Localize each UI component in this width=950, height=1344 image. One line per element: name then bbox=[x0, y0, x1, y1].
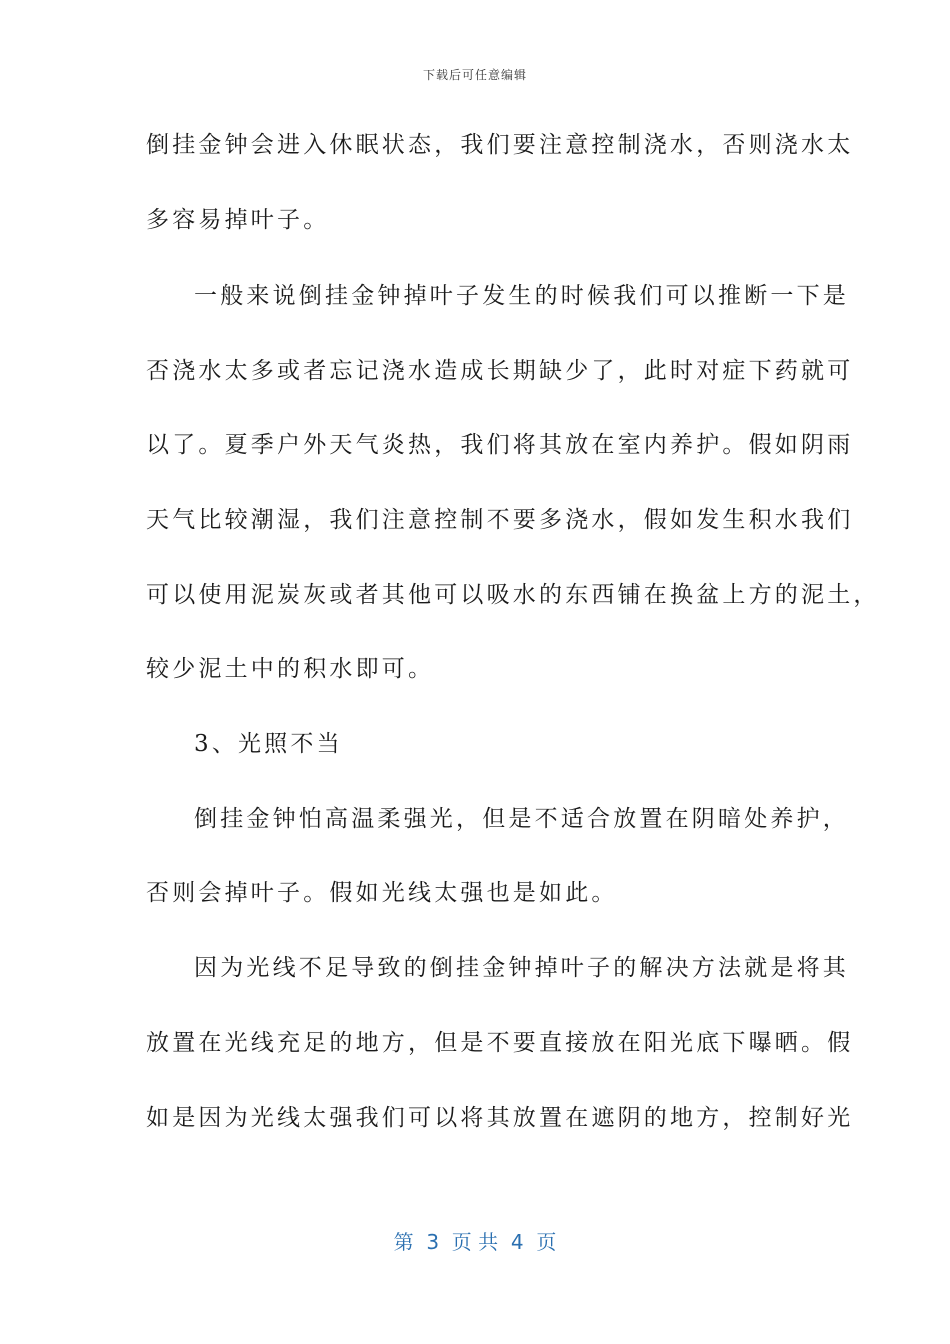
body-line: 否则会掉叶子。假如光线太强也是如此。 bbox=[146, 880, 618, 906]
body-line-indented: 因为光线不足导致的倒挂金钟掉叶子的解决方法就是将其 bbox=[194, 955, 849, 981]
page-number-text: 第 3 页 共 4 页 bbox=[393, 1230, 557, 1254]
body-line-indented: 一般来说倒挂金钟掉叶子发生的时候我们可以推断一下是 bbox=[194, 283, 849, 309]
body-line: 以了。夏季户外天气炎热，我们将其放在室内养护。假如阴雨 bbox=[146, 432, 854, 458]
body-line: 多容易掉叶子。 bbox=[146, 207, 330, 233]
body-line: 否浇水太多或者忘记浇水造成长期缺少了，此时对症下药就可 bbox=[146, 358, 854, 384]
body-line: 可以使用泥炭灰或者其他可以吸水的东西铺在换盆上方的泥土， bbox=[146, 582, 880, 608]
body-line: 较少泥土中的积水即可。 bbox=[146, 656, 435, 682]
body-line-indented: 倒挂金钟怕高温柔强光，但是不适合放置在阴暗处养护， bbox=[194, 806, 849, 832]
section-heading: 3、光照不当 bbox=[194, 731, 343, 757]
body-line: 倒挂金钟会进入休眠状态，我们要注意控制浇水，否则浇水太 bbox=[146, 132, 854, 158]
body-line: 天气比较潮湿，我们注意控制不要多浇水，假如发生积水我们 bbox=[146, 507, 854, 533]
page-number-footer bbox=[0, 1226, 950, 1255]
body-line: 如是因为光线太强我们可以将其放置在遮阴的地方，控制好光 bbox=[146, 1105, 854, 1131]
page-header: 下载后可任意编辑 bbox=[422, 68, 527, 82]
body-line: 放置在光线充足的地方，但是不要直接放在阳光底下曝晒。假 bbox=[146, 1030, 854, 1056]
